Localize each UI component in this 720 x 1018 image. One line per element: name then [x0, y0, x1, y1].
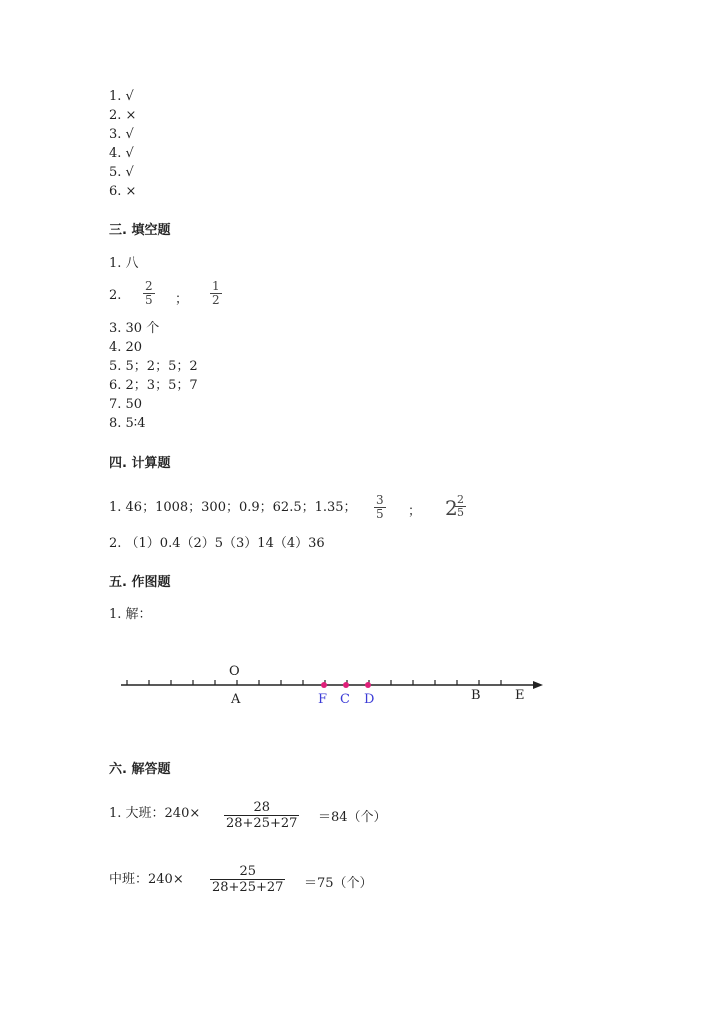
- label-d: D: [364, 692, 375, 707]
- section-title-solve: 六. 解答题: [109, 762, 171, 777]
- point-f-marker: [321, 682, 327, 688]
- label-b: B: [471, 688, 481, 703]
- solve-q1-prefix: 1. 大班：240×: [109, 806, 201, 821]
- section-title-fill: 三. 填空题: [109, 223, 171, 238]
- fraction-denominator: 5: [145, 293, 153, 307]
- judge-item-6: 6. ×: [109, 184, 137, 199]
- fill-q4: 4. 20: [109, 340, 143, 355]
- fill-q2-label: 2.: [109, 288, 122, 303]
- point-c-marker: [343, 682, 349, 688]
- point-d-marker: [365, 682, 371, 688]
- label-f: F: [318, 692, 328, 707]
- calc-q2: 2. （1）0.4（2）5（3）14（4）36: [109, 536, 325, 551]
- fraction-denominator: 5: [457, 506, 464, 519]
- fill-q6: 6. 2；3；5；7: [109, 378, 198, 393]
- solve-q1-fraction: [224, 800, 299, 831]
- judge-item-4: 4. √: [109, 146, 134, 161]
- calc-q1-text: 1. 46；1008；300；0.9；62.5；1.35；: [109, 500, 357, 515]
- label-a: A: [231, 692, 241, 707]
- calc-q1-separator: ；: [408, 504, 422, 519]
- solve-q1-result: ＝84（个）: [318, 810, 387, 825]
- solve-q2-result: ＝75（个）: [304, 876, 373, 891]
- fraction-numerator: 2: [145, 279, 153, 293]
- judge-item-3: 3. √: [109, 127, 134, 142]
- solve-q2-fraction: [210, 864, 285, 895]
- solve-q2-prefix: 中班：240×: [109, 872, 184, 887]
- fraction-numerator: 25: [239, 864, 256, 879]
- fraction-denominator: 28+25+27: [226, 816, 298, 831]
- fill-q2-fraction-2: [210, 280, 222, 307]
- calc-q1-mixed-whole: 2: [445, 496, 458, 520]
- section-title-calc: 四. 计算题: [109, 456, 171, 471]
- number-line-diagram: [0, 650, 720, 730]
- fraction-denominator: 2: [212, 293, 220, 307]
- fraction-numerator: 3: [376, 493, 384, 507]
- draw-q1: 1. 解：: [109, 607, 152, 622]
- fraction-denominator: 5: [376, 507, 384, 521]
- fill-q2-separator: ；: [175, 292, 189, 307]
- section-title-draw: 五. 作图题: [109, 575, 171, 590]
- fill-q5: 5. 5；2；5；2: [109, 359, 198, 374]
- judge-item-1: 1. √: [109, 89, 134, 104]
- fill-q8: 8. 5∶4: [109, 416, 146, 431]
- label-o: O: [229, 664, 240, 679]
- calc-q1-mixed-fraction: [455, 494, 466, 519]
- judge-item-5: 5. √: [109, 165, 134, 180]
- fraction-numerator: 28: [253, 800, 270, 815]
- label-c: C: [340, 692, 350, 707]
- fill-q2-fraction-1: [143, 280, 155, 307]
- fraction-denominator: 28+25+27: [212, 880, 284, 895]
- fill-q7: 7. 50: [109, 397, 143, 412]
- fill-q1: 1. 八: [109, 256, 139, 271]
- label-e: E: [515, 688, 525, 703]
- fraction-numerator: 2: [457, 493, 464, 506]
- number-line-arrow-icon: [533, 681, 543, 689]
- fill-q3: 3. 30 个: [109, 321, 160, 336]
- judge-item-2: 2. ×: [109, 108, 137, 123]
- fraction-numerator: 1: [212, 279, 220, 293]
- calc-q1-fraction: [374, 494, 386, 521]
